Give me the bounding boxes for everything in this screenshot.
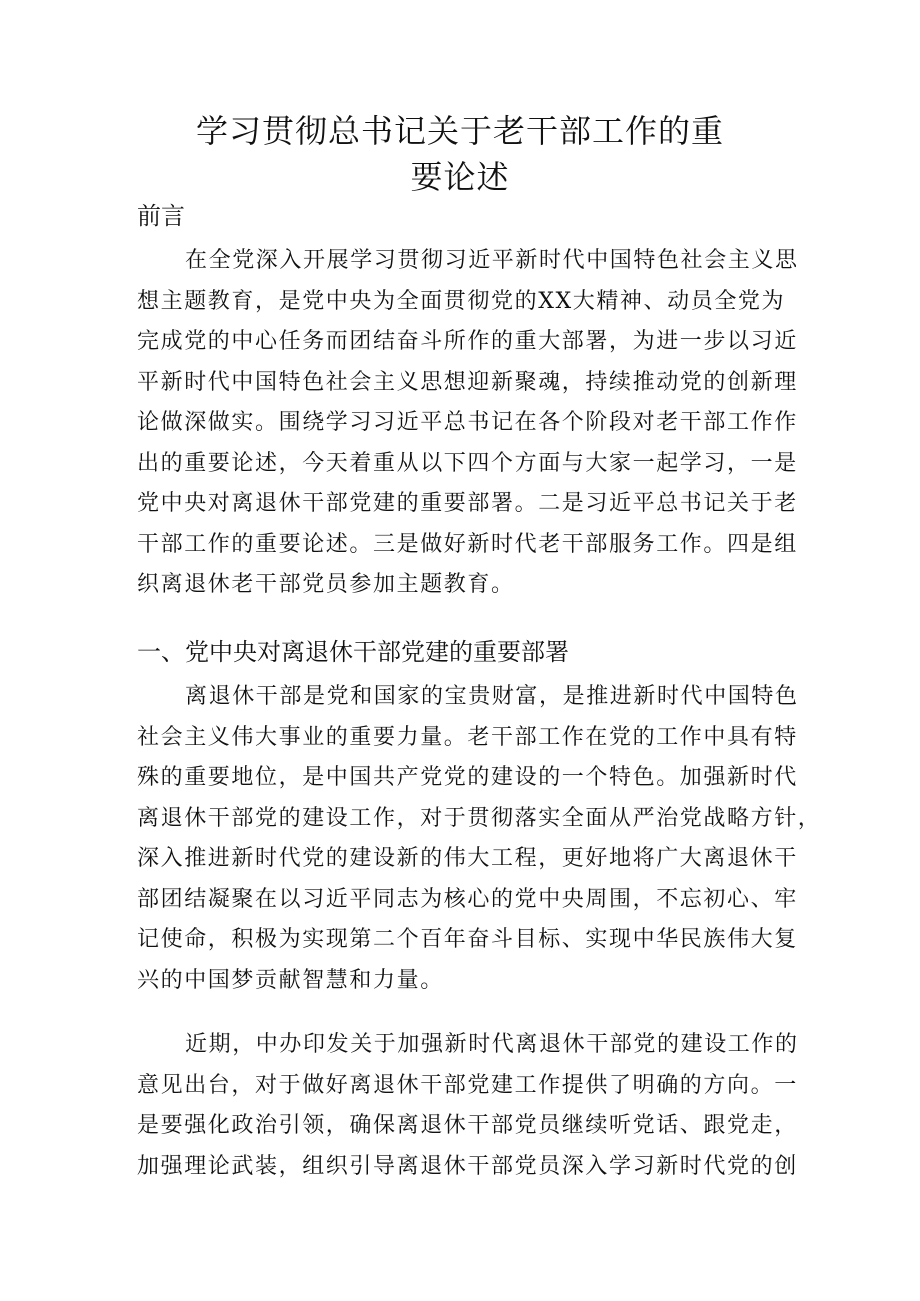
paragraph-section1-2 — [137, 1025, 797, 1187]
paragraph-line: 出的重要论述，今天着重从以下四个方面与大家一起学习，一是 — [137, 450, 798, 476]
paragraph-preface — [137, 241, 797, 606]
paragraph-line: 殊的重要地位，是中国共产党党的建设的一个特色。加强新时代 — [137, 765, 798, 790]
paragraph-line: 完成党的中心任务而团结奋斗所作的重大部署，为进一步以习近 — [137, 329, 798, 354]
paragraph-section1-1 — [137, 677, 822, 1001]
paragraph-line: 深入推进新时代党的建设新的伟大工程，更好地将广大离退休干 — [137, 846, 798, 871]
paragraph-line: 想主题教育，是党中央为全面贯彻党的XX大精神、动员全党为 — [137, 288, 786, 314]
paragraph-line: 兴的中国梦贡献智慧和力量。 — [137, 967, 444, 993]
paragraph-line: 部团结凝聚在以习近平同志为核心的党中央周围，不忘初心、牢 — [137, 886, 798, 912]
paragraph-line: 加强理论武装，组织引导离退休干部党员深入学习新时代党的创 — [137, 1153, 798, 1179]
title-line-2: 要论述 — [410, 158, 510, 196]
paragraph-line: 社会主义伟大事业的重要力量。老干部工作在党的工作中具有特 — [137, 724, 798, 750]
paragraph-line: 在全党深入开展学习贯彻习近平新时代中国特色社会主义思 — [185, 248, 799, 273]
paragraph-line: 近期，中办印发关于加强新时代离退休干部党的建设工作的 — [185, 1032, 799, 1057]
paragraph-line: 论做深做实。围绕学习习近平总书记在各个阶段对老干部工作作 — [137, 410, 798, 435]
paragraph-line: 干部工作的重要论述。三是做好新时代老干部服务工作。四是组 — [137, 531, 798, 557]
section-heading-1: 一、党中央对离退休干部党建的重要部署 — [137, 638, 569, 666]
paragraph-line: 意见出台，对于做好离退休干部党建工作提供了明确的方向。一 — [137, 1072, 798, 1098]
paragraph-line: 离退休干部是党和国家的宝贵财富，是推进新时代中国特色 — [185, 684, 799, 709]
title-line-1: 学习贯彻总书记关于老干部工作的重 — [195, 112, 724, 150]
paragraph-line: 记使命，积极为实现第二个百年奋斗目标、实现中华民族伟大复 — [137, 927, 798, 952]
paragraph-line: 织离退休老干部党员参加主题教育。 — [137, 572, 515, 597]
paragraph-line: 党中央对离退休干部党建的重要部署。二是习近平总书记关于老 — [137, 491, 798, 516]
section-heading-preface: 前言 — [137, 202, 185, 230]
paragraph-line: 平新时代中国特色社会主义思想迎新聚魂，持续推动党的创新理 — [137, 369, 798, 395]
document-title — [130, 108, 790, 200]
paragraph-line: 是要强化政治引领，确保离退休干部党员继续听党话、跟党走， — [137, 1113, 798, 1138]
paragraph-line: 离退休干部党的建设工作，对于贯彻落实全面从严治党战略方针， — [137, 805, 822, 831]
